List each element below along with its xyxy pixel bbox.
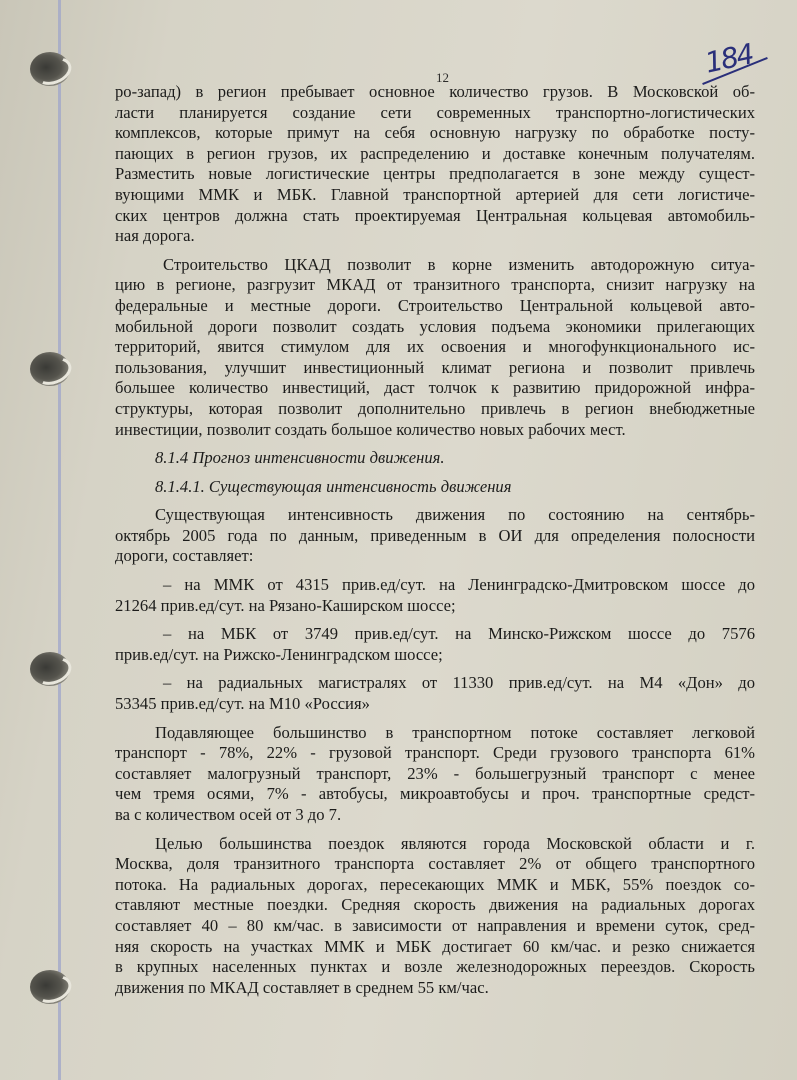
- text-line: чем тремя осями, 7% - автобусы, микроавтобусы и проч. транспортные средст-: [115, 784, 755, 804]
- text-line: ная дорога.: [115, 226, 195, 246]
- text-line: движения по МКАД составляет в среднем 55 км/час.: [115, 977, 489, 997]
- text-line: 21264 прив.ед/сут. на Рязано-Каширском шоссе;: [115, 595, 456, 615]
- text-line: ласти планируется создание сети современных транспортно-логистических: [115, 102, 755, 122]
- text-line: прив.ед/сут. на Рижско-Ленинградском шоссе;: [115, 644, 443, 664]
- text-line: составляет малогрузный транспорт, 23% - большегрузный транспорт с менее: [115, 763, 755, 783]
- text-line: няя скорость на участках ММК и МБК достигает 60 км/час. и резко снижается: [115, 936, 755, 956]
- margin-line: [58, 0, 61, 1080]
- section-heading: 8.1.4 Прогноз интенсивности движения.: [155, 448, 445, 468]
- text-line: октябрь 2005 года по данным, приведенным в ОИ для определения полосности: [115, 525, 755, 545]
- text-line: большее количество инвестиций, даст толчок к развитию придорожной инфра-: [115, 378, 755, 398]
- text-line: комплексов, которые примут на себя основную нагрузку по обработке посту-: [115, 123, 755, 143]
- text-line: ставляют местные поездки. Средняя скорость движения на радиальных дорогах: [115, 895, 755, 915]
- text-line: – на МБК от 3749 прив.ед/сут. на Минско-Рижском шоссе до 7576: [163, 624, 755, 644]
- text-line: Целью большинства поездок являются города Московской области и г.: [155, 833, 755, 853]
- page-number: 12: [436, 70, 449, 85]
- paragraph-gap: [115, 497, 755, 505]
- paragraph-gap: [115, 469, 755, 477]
- binder-hole-icon: [30, 652, 70, 686]
- paragraph-gap: [115, 826, 755, 834]
- text-line: федеральные и местные дороги. Строительство Центральной кольцевой авто-: [115, 295, 755, 315]
- text-line: 53345 прив.ед/сут. на М10 «Россия»: [115, 694, 370, 714]
- text-line: цию в регионе, разгрузит МКАД от транзитного транспорта, снизит нагрузку на: [115, 275, 755, 295]
- text-line: территорий, явится стимулом для их освоения и многофункционального ис-: [115, 337, 755, 357]
- text-line: структуры, которая позволит дополнительно привлечь в регион внебюджетные: [115, 398, 755, 418]
- text-line: Подавляющее большинство в транспортном потоке составляет легковой: [155, 722, 755, 742]
- paragraph-gap: [115, 616, 755, 624]
- text-line: Строительство ЦКАД позволит в корне изменить автодорожную ситуа-: [163, 254, 755, 274]
- text-line: – на ММК от 4315 прив.ед/сут. на Ленинградско-Дмитровском шоссе до: [163, 575, 755, 595]
- document-body: [115, 82, 755, 998]
- handwritten-page-mark: 184: [702, 37, 756, 80]
- text-line: мобильной дороги позволит создать условия подъема экономики прилегающих: [115, 316, 755, 336]
- text-line: транспорт - 78%, 22% - грузовой транспорт. Среди грузового транспорта 61%: [115, 743, 755, 763]
- text-line: потока. На радиальных дорогах, пересекающих ММК и МБК, 55% поездок со-: [115, 874, 755, 894]
- paragraph-gap: [115, 247, 755, 255]
- text-line: пользования, улучшит инвестиционный климат региона и позволит привлечь: [115, 357, 755, 377]
- text-line: в крупных населенных пунктах и возле железнодорожных переездов. Скорость: [115, 957, 755, 977]
- text-line: Разместить новые логистические центры предполагается в зоне между сущест-: [115, 164, 755, 184]
- paragraph-gap: [115, 567, 755, 575]
- text-line: – на радиальных магистралях от 11330 прив.ед/сут. на М4 «Дон» до: [163, 673, 755, 693]
- paragraph-gap: [115, 665, 755, 673]
- section-heading: 8.1.4.1. Существующая интенсивность движения: [155, 476, 512, 496]
- text-line: ских центров должна стать проектируемая Центральная кольцевая автомобиль-: [115, 205, 755, 225]
- paragraph-gap: [115, 440, 755, 448]
- binder-hole-icon: [30, 352, 70, 386]
- text-line: ро-запад) в регион пребывает основное количество грузов. В Московской об-: [115, 82, 755, 101]
- binder-hole-icon: [30, 970, 70, 1004]
- text-line: Существующая интенсивность движения по состоянию на сентябрь-: [155, 505, 755, 525]
- text-line: составляет 40 – 80 км/час. в зависимости от направления и времени суток, сред-: [115, 915, 755, 935]
- paragraph-gap: [115, 715, 755, 723]
- binder-hole-icon: [30, 52, 70, 86]
- text-line: инвестиции, позволит создать большое количество новых рабочих мест.: [115, 419, 626, 439]
- text-line: дороги, составляет:: [115, 546, 254, 566]
- text-line: ва с количеством осей от 3 до 7.: [115, 805, 342, 824]
- text-line: вующими ММК и МБК. Главной транспортной артерией для сети логистиче-: [115, 184, 755, 204]
- text-line: Москва, доля транзитного транспорта составляет 2% от общего транспортного: [115, 854, 755, 874]
- text-line: пающих в регион грузов, их распределению и доставке конечным получателям.: [115, 143, 755, 163]
